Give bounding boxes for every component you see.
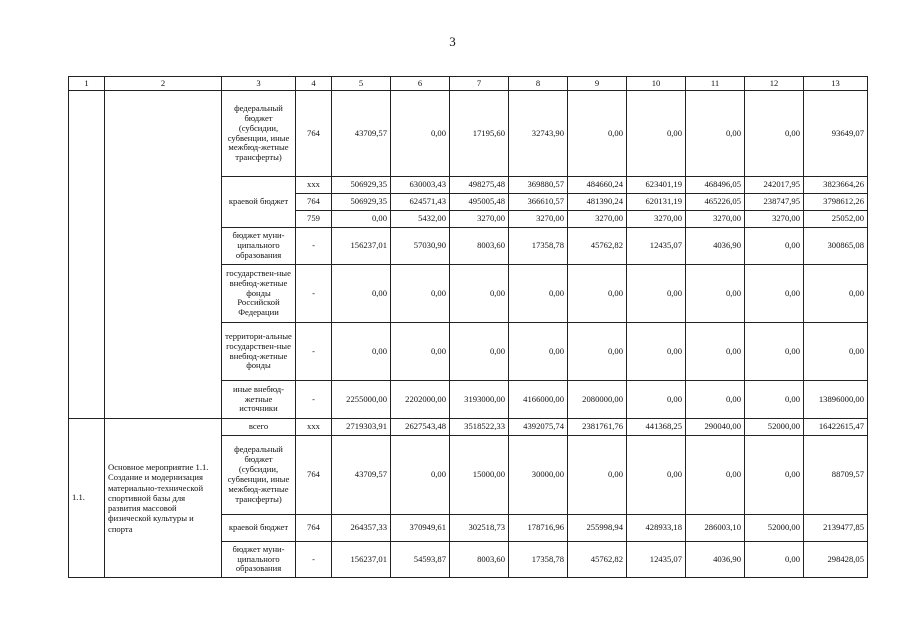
value-cell: 468496,05 xyxy=(686,177,745,194)
empty-name-cell xyxy=(105,91,222,419)
value-cell: 242017,95 xyxy=(745,177,804,194)
value-cell: 290040,00 xyxy=(686,419,745,436)
budget-code: - xyxy=(296,323,332,381)
value-cell: 0,00 xyxy=(450,323,509,381)
value-cell: 0,00 xyxy=(332,323,391,381)
value-cell: 3270,00 xyxy=(627,211,686,228)
budget-code: - xyxy=(296,542,332,578)
value-cell: 0,00 xyxy=(686,323,745,381)
value-cell: 428933,18 xyxy=(627,515,686,542)
value-cell: 43709,57 xyxy=(332,91,391,177)
value-cell: 0,00 xyxy=(745,436,804,515)
value-cell: 3270,00 xyxy=(686,211,745,228)
value-cell: 0,00 xyxy=(568,265,627,323)
header-cell: 10 xyxy=(627,77,686,91)
value-cell: 3270,00 xyxy=(450,211,509,228)
header-cell: 8 xyxy=(509,77,568,91)
value-cell: 2139477,85 xyxy=(804,515,868,542)
value-cell: 0,00 xyxy=(804,265,868,323)
value-cell: 0,00 xyxy=(627,381,686,419)
value-cell: 2719303,91 xyxy=(332,419,391,436)
value-cell: 0,00 xyxy=(804,323,868,381)
value-cell: 465226,05 xyxy=(686,194,745,211)
budget-code: 764 xyxy=(296,436,332,515)
value-cell: 0,00 xyxy=(745,542,804,578)
budget-code: - xyxy=(296,228,332,265)
value-cell: 0,00 xyxy=(686,91,745,177)
value-cell: 630003,43 xyxy=(391,177,450,194)
value-cell: 0,00 xyxy=(745,91,804,177)
value-cell: 0,00 xyxy=(391,323,450,381)
budget-code: - xyxy=(296,381,332,419)
value-cell: 45762,82 xyxy=(568,228,627,265)
value-cell: 4036,90 xyxy=(686,228,745,265)
budget-table xyxy=(68,76,868,578)
value-cell: 3193000,00 xyxy=(450,381,509,419)
budget-code: 764 xyxy=(296,194,332,211)
value-cell: 3270,00 xyxy=(745,211,804,228)
value-cell: 0,00 xyxy=(391,436,450,515)
budget-code: - xyxy=(296,265,332,323)
value-cell: 17358,78 xyxy=(509,542,568,578)
value-cell: 302518,73 xyxy=(450,515,509,542)
value-cell: 623401,19 xyxy=(627,177,686,194)
value-cell: 4166000,00 xyxy=(509,381,568,419)
value-cell: 255998,94 xyxy=(568,515,627,542)
value-cell: 0,00 xyxy=(568,91,627,177)
value-cell: 2202000,00 xyxy=(391,381,450,419)
value-cell: 481390,24 xyxy=(568,194,627,211)
value-cell: 0,00 xyxy=(509,265,568,323)
value-cell: 3270,00 xyxy=(568,211,627,228)
value-cell: 0,00 xyxy=(745,381,804,419)
budget-code: 764 xyxy=(296,515,332,542)
value-cell: 12435,07 xyxy=(627,228,686,265)
header-cell: 7 xyxy=(450,77,509,91)
table-row xyxy=(69,91,868,177)
header-cell: 4 xyxy=(296,77,332,91)
value-cell: 484660,24 xyxy=(568,177,627,194)
header-cell: 13 xyxy=(804,77,868,91)
value-cell: 624571,43 xyxy=(391,194,450,211)
budget-code: xxx xyxy=(296,177,332,194)
value-cell: 8003,60 xyxy=(450,228,509,265)
value-cell: 0,00 xyxy=(332,211,391,228)
empty-id-cell xyxy=(69,91,105,419)
funding-source: всего xyxy=(222,419,296,436)
budget-code: xxx xyxy=(296,419,332,436)
budget-code: 764 xyxy=(296,91,332,177)
value-cell: 52000,00 xyxy=(745,515,804,542)
value-cell: 15000,00 xyxy=(450,436,509,515)
value-cell: 0,00 xyxy=(332,265,391,323)
value-cell: 620131,19 xyxy=(627,194,686,211)
header-cell: 1 xyxy=(69,77,105,91)
value-cell: 0,00 xyxy=(568,436,627,515)
value-cell: 0,00 xyxy=(627,436,686,515)
value-cell: 238747,95 xyxy=(745,194,804,211)
value-cell: 0,00 xyxy=(450,265,509,323)
value-cell: 506929,35 xyxy=(332,194,391,211)
value-cell: 366610,57 xyxy=(509,194,568,211)
value-cell: 17358,78 xyxy=(509,228,568,265)
page-number: 3 xyxy=(449,34,456,49)
value-cell: 495005,48 xyxy=(450,194,509,211)
value-cell: 4392075,74 xyxy=(509,419,568,436)
value-cell: 93649,07 xyxy=(804,91,868,177)
funding-source: федеральный бюджет (субсидии, субвенции, иные межбюд-жетные трансферты) xyxy=(222,436,296,515)
value-cell: 0,00 xyxy=(627,323,686,381)
funding-source: краевой бюджет xyxy=(222,515,296,542)
value-cell: 5432,00 xyxy=(391,211,450,228)
value-cell: 0,00 xyxy=(391,265,450,323)
funding-source: бюджет муни-ципального образования xyxy=(222,542,296,578)
value-cell: 0,00 xyxy=(686,436,745,515)
value-cell: 156237,01 xyxy=(332,228,391,265)
value-cell: 264357,33 xyxy=(332,515,391,542)
header-cell: 3 xyxy=(222,77,296,91)
header-cell: 11 xyxy=(686,77,745,91)
value-cell: 300865,08 xyxy=(804,228,868,265)
funding-source: иные внебюд-жетные источники xyxy=(222,381,296,419)
value-cell: 498275,48 xyxy=(450,177,509,194)
value-cell: 0,00 xyxy=(686,381,745,419)
table-row xyxy=(69,419,868,436)
value-cell: 0,00 xyxy=(745,323,804,381)
value-cell: 0,00 xyxy=(745,228,804,265)
value-cell: 52000,00 xyxy=(745,419,804,436)
funding-source: федеральный бюджет (субсидии, субвенции, иные межбюд-жетные трансферты) xyxy=(222,91,296,177)
value-cell: 88709,57 xyxy=(804,436,868,515)
value-cell: 8003,60 xyxy=(450,542,509,578)
funding-source: государствен-ные внебюд-жетные фонды Российской Федерации xyxy=(222,265,296,323)
value-cell: 156237,01 xyxy=(332,542,391,578)
value-cell: 4036,90 xyxy=(686,542,745,578)
value-cell: 2381761,76 xyxy=(568,419,627,436)
value-cell: 0,00 xyxy=(627,91,686,177)
value-cell: 13896000,00 xyxy=(804,381,868,419)
value-cell: 506929,35 xyxy=(332,177,391,194)
value-cell: 298428,05 xyxy=(804,542,868,578)
value-cell: 25052,00 xyxy=(804,211,868,228)
value-cell: 3823664,26 xyxy=(804,177,868,194)
value-cell: 17195,60 xyxy=(450,91,509,177)
value-cell: 286003,10 xyxy=(686,515,745,542)
value-cell: 369880,57 xyxy=(509,177,568,194)
value-cell: 370949,61 xyxy=(391,515,450,542)
value-cell: 32743,90 xyxy=(509,91,568,177)
value-cell: 2080000,00 xyxy=(568,381,627,419)
value-cell: 43709,57 xyxy=(332,436,391,515)
activity-number: 1.1. xyxy=(69,419,105,578)
value-cell: 0,00 xyxy=(391,91,450,177)
activity-name: Основное мероприятие 1.1. Создание и модернизация материально-технической спортивной базы для развития массовой физической культуры и спорта xyxy=(105,419,222,578)
value-cell: 441368,25 xyxy=(627,419,686,436)
value-cell: 12435,07 xyxy=(627,542,686,578)
funding-source: территори-альные государствен-ные внебюд-жетные фонды xyxy=(222,323,296,381)
header-cell: 2 xyxy=(105,77,222,91)
value-cell: 2627543,48 xyxy=(391,419,450,436)
header-cell: 6 xyxy=(391,77,450,91)
funding-source: краевой бюджет xyxy=(222,177,296,228)
value-cell: 2255000,00 xyxy=(332,381,391,419)
value-cell: 57030,90 xyxy=(391,228,450,265)
value-cell: 0,00 xyxy=(745,265,804,323)
value-cell: 54593,87 xyxy=(391,542,450,578)
header-cell: 12 xyxy=(745,77,804,91)
table-header-row xyxy=(69,77,868,91)
value-cell: 3518522,33 xyxy=(450,419,509,436)
value-cell: 178716,96 xyxy=(509,515,568,542)
budget-code: 759 xyxy=(296,211,332,228)
value-cell: 0,00 xyxy=(509,323,568,381)
value-cell: 45762,82 xyxy=(568,542,627,578)
value-cell: 0,00 xyxy=(568,323,627,381)
funding-source: бюджет муни-ципального образования xyxy=(222,228,296,265)
header-cell: 9 xyxy=(568,77,627,91)
value-cell: 3798612,26 xyxy=(804,194,868,211)
value-cell: 16422615,47 xyxy=(804,419,868,436)
value-cell: 0,00 xyxy=(627,265,686,323)
value-cell: 0,00 xyxy=(686,265,745,323)
header-cell: 5 xyxy=(332,77,391,91)
value-cell: 3270,00 xyxy=(509,211,568,228)
value-cell: 30000,00 xyxy=(509,436,568,515)
